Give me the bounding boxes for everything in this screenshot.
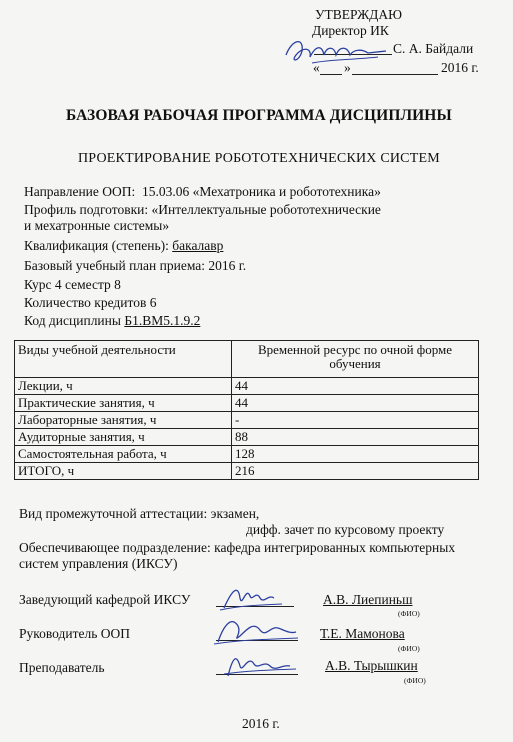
qualification-label: Квалификация (степень): [24, 238, 169, 253]
attestation-line-2: дифф. зачет по курсовому проекту [246, 522, 445, 537]
header-activity: Виды учебной деятельности [15, 341, 232, 378]
program-head-name: Т.Е. Мамонова [320, 626, 405, 641]
activity-cell: Самостоятельная работа, ч [15, 446, 232, 463]
table-row [15, 395, 479, 412]
teacher-role: Преподаватель [19, 660, 105, 675]
approver-name: С. А. Байдали [393, 41, 474, 56]
code-line [24, 313, 200, 329]
direction-label: Направление ООП: [24, 184, 136, 199]
hours-cell: 44 [232, 378, 479, 395]
hours-cell: - [232, 412, 479, 429]
table-header-row [15, 341, 479, 378]
date-quote-open: « [313, 60, 320, 75]
base-plan-line: Базовый учебный план приема: 2016 г. [24, 258, 247, 273]
head-of-department-role: Заведующий кафедрой ИКСУ [19, 592, 191, 607]
discipline-title: ПРОЕКТИРОВАНИЕ РОБОТОТЕХНИЧЕСКИХ СИСТЕМ [78, 151, 440, 166]
table-row [15, 446, 479, 463]
header-time-resource: Временной ресурс по очной форме обучения [232, 341, 479, 378]
footer-year: 2016 г. [242, 716, 280, 731]
table-row [15, 412, 479, 429]
qualification-value: бакалавр [172, 238, 224, 253]
approver-position: Директор ИК [312, 23, 389, 38]
program-head-role: Руководитель ООП [19, 626, 131, 641]
qualification-line [24, 238, 223, 254]
teacher-signature [218, 646, 298, 687]
activity-cell: Практические занятия, ч [15, 395, 232, 412]
director-signature [282, 33, 392, 78]
approve-heading: УТВЕРЖДАЮ [315, 7, 403, 22]
course-line: Курс 4 семестр 8 [24, 277, 121, 292]
hours-cell: 128 [232, 446, 479, 463]
department-line-1: Обеспечивающее подразделение: кафедра интегрированных компьютерных [19, 540, 456, 555]
hours-cell: 216 [232, 463, 479, 480]
activity-cell: Лабораторные занятия, ч [15, 412, 232, 429]
date-year: 2016 г. [441, 60, 479, 75]
code-value: Б1.ВМ5.1.9.2 [124, 313, 201, 328]
hours-cell: 44 [232, 395, 479, 412]
activity-cell: Лекции, ч [15, 378, 232, 395]
date-quote-close: » [344, 60, 351, 75]
profile-line-2: и мехатронные системы» [24, 218, 170, 233]
credits-line: Количество кредитов 6 [24, 295, 157, 310]
attestation-line-1: Вид промежуточной аттестации: экзамен, [19, 506, 260, 521]
head-name: А.В. Лиепиньш [323, 592, 413, 607]
teacher-name: А.В. Тырышкин [325, 658, 418, 673]
activity-cell: Аудиторные занятия, ч [15, 429, 232, 446]
department-line-2: систем управления (ИКСУ) [19, 556, 178, 571]
program-head-fio-caption: (ФИО) [398, 644, 420, 653]
document-title: БАЗОВАЯ РАБОЧАЯ ПРОГРАММА ДИСЦИПЛИНЫ [66, 107, 452, 124]
hours-cell: 88 [232, 429, 479, 446]
direction-value: 15.03.06 «Мехатроника и робототехника» [142, 184, 381, 199]
workload-table [14, 340, 479, 480]
code-label: Код дисциплины [24, 313, 121, 328]
table-row [15, 429, 479, 446]
direction-line [24, 184, 381, 200]
head-fio-caption: (ФИО) [398, 609, 420, 618]
activity-cell: ИТОГО, ч [15, 463, 232, 480]
table-row [15, 463, 479, 480]
table-row [15, 378, 479, 395]
profile-line-1: Профиль подготовки: «Интеллектуальные робототехнические [24, 202, 381, 217]
teacher-fio-caption: (ФИО) [404, 676, 426, 685]
